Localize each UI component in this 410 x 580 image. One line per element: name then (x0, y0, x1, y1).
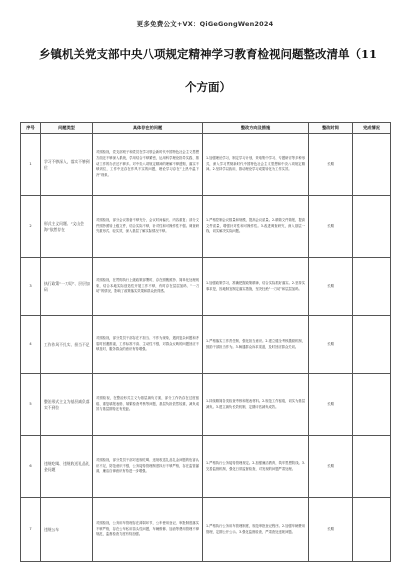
problem-type: 工作作风不扎实、担当不足 (41, 316, 93, 374)
problem-detail: 对照检视，公务用车管理存在薄弱环节，公车使用登记、审批制度落实不够严格，存在公车私用苗头性问题，车辆维修、加油等费用管理不够规范，监督检查力度有待加强。 (93, 498, 203, 562)
deadline: 长期 (309, 316, 353, 374)
completion-status (353, 374, 391, 436)
table-row (21, 134, 391, 196)
table-row (21, 374, 391, 436)
deadline: 长期 (309, 196, 353, 258)
rectification-measures: 1.持续精简各类检查考核和报表材料。2.规范工作留痕，切实为基层减负。3.建立减负长效机制，定期评估减负成效。 (203, 374, 309, 436)
rectification-measures: 1.严格落实工作责任制，强化担当意识。2.建立健全考核激励机制，鼓励干部担当作为。3.畅通群众诉求渠道，及时回应群众关切。 (203, 316, 309, 374)
problem-type: 违规公车 (41, 498, 93, 562)
table-row (21, 258, 391, 316)
table-row (21, 316, 391, 374)
problem-type: 违规吃喝、违规收送礼品礼金问题 (41, 436, 93, 498)
rectification-measures: 1.加强理论学习，制定学习计划，采取集中学习、专题研讨等多种形式，深入学习贯彻新时代中国特色社会主义思想和中央八项规定精神。2.坚持学以致用，推动理论学习成果转化为工作实效。 (203, 134, 309, 196)
problem-type: 学习不够深入，落实不够到位 (41, 134, 93, 196)
deadline: 长期 (309, 498, 353, 562)
problem-type: 整治形式主义为基层减负落实不到位 (41, 374, 93, 436)
deadline: 长期 (309, 374, 353, 436)
table-row (21, 436, 391, 498)
problem-detail: 对照检视，部分会议准备不够充分，会议时间偏长、内容重复；部分文件照抄照转上级文件，结合实际不够，针对性和可操作性不强。调查研究重形式、轻实效，深入基层了解实际情况不够。 (93, 196, 203, 258)
col-header-measures: 整改方向及措施 (203, 123, 309, 134)
table-row (21, 196, 391, 258)
completion-status (353, 316, 391, 374)
row-number: 3 (21, 258, 41, 316)
problem-detail: 对照检视，在贯彻执行上级政策部署时，存在照搬照抄、简单化处理现象，结合本地实际创造性开展工作不够，有时存在层层加码、“一刀切”的情况，影响了政策落实效果和群众获得感。 (93, 258, 203, 316)
completion-status (353, 258, 391, 316)
completion-status (353, 436, 391, 498)
rectification-measures: 1.严格控制会议数量和规模，提高会议质量。2.精简文件简报，提高文件质量，增强针对性和可操作性。3.改进调查研究，深入基层一线，切实解决实际问题。 (203, 196, 309, 258)
row-number: 1 (21, 134, 41, 196)
completion-status (353, 134, 391, 196)
deadline: 长期 (309, 258, 353, 316)
row-number: 2 (21, 196, 41, 258)
rectification-measures: 1.加强政策学习，准确把握政策精神，结合实际抓好落实。2.坚持实事求是，因地制宜制定落实措施，坚决杜绝“一刀切”和层层加码。 (203, 258, 309, 316)
col-header-deadline: 整改时间 (309, 123, 353, 134)
problem-detail: 对照检视，党支部班子和党员在学习领会新时代中国特色社会主义思想方面还不够深入系统，学用结合不够紧密，运用科学理论指导实践、推动工作的办法还不够多。对中央八项规定精神的理解不够透彻，落实不够到位，工作中还存在作风不实的问题，理论学习存在“上热中温下冷”现象。 (93, 134, 203, 196)
document-title: 乡镇机关党支部中央八项规定精神学习教育检视问题整改清单（11个方面） (39, 47, 377, 94)
row-number: 6 (21, 436, 41, 498)
problem-type: 形式主义问题、“文山会海”依然存在 (41, 196, 93, 258)
row-number: 7 (21, 498, 41, 562)
rectification-measures: 1.严格执行公务用车管理制度，规范审批登记程序。2.加强车辆费用管理，定期公开公示。3.强化监督检查，严肃查处违规问题。 (203, 498, 309, 562)
table-header-row (21, 123, 391, 134)
rectification-measures: 1.严格执行公务接待管理规定。2.加强廉洁教育，筑牢思想防线。3.完善监督机制，强化日常监督检查，对发现的问题严肃处理。 (203, 436, 309, 498)
problem-detail: 对照检视，部分党员干部存在不担当、不作为现象，遇到复杂问题和矛盾时回避推诿，工作标准不高、主动性不强，对群众反映的问题回应不够及时，服务群众的意识有待增强。 (93, 316, 203, 374)
col-header-status: 完成情况 (353, 123, 391, 134)
problem-detail: 对照检视，部分党员干部对违规吃喝、违规收送礼品礼金问题的危害认识不足，防范意识不强，公务接待管理制度执行不够严格，存在监管漏洞，廉洁自律意识有待进一步增强。 (93, 436, 203, 498)
promo-watermark: 更多免费公文+VX：QiGeGongWen2024 (136, 20, 274, 28)
problem-type: 执行政策“一刀切”、层层加码 (41, 258, 93, 316)
problem-detail: 对照检视，在整治形式主义为基层减负方面，部分工作仍存在过度留痕、重复填报表格、频繁检查考核等问题，基层负担依然较重，减负成效与基层期待还有差距。 (93, 374, 203, 436)
rectification-table (20, 122, 391, 562)
deadline: 长期 (309, 134, 353, 196)
completion-status (353, 498, 391, 562)
col-header-problem: 具体存在的问题 (93, 123, 203, 134)
table-row (21, 498, 391, 562)
col-header-no: 序号 (21, 123, 41, 134)
col-header-type: 问题类型 (41, 123, 93, 134)
row-number: 5 (21, 374, 41, 436)
completion-status (353, 196, 391, 258)
deadline: 长期 (309, 436, 353, 498)
row-number: 4 (21, 316, 41, 374)
